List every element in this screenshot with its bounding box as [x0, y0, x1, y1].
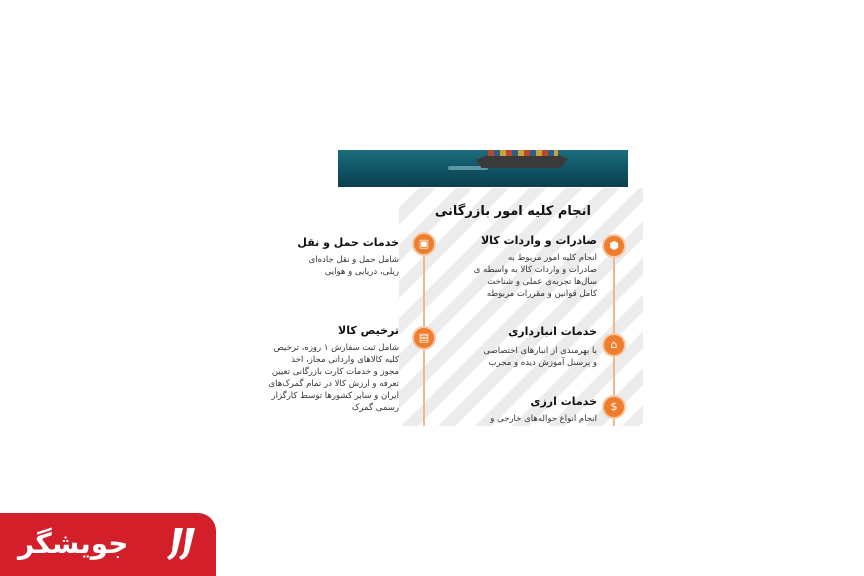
desc-line: کامل قوانین و مقررات مربوطه: [486, 289, 597, 299]
background-stripes: [399, 188, 643, 426]
desc-line: شامل ثبت سفارش ۱ روزه، ترخیص: [273, 343, 399, 353]
truck-icon: ▣: [414, 234, 434, 254]
desc-line: رسمی گمرک: [351, 403, 399, 413]
desc-line: ایران و سایر کشورها توسط کارگزار: [271, 391, 399, 401]
desc-line: انجام انواع حواله‌های خارجی و: [490, 414, 597, 424]
warehouse-desc: [427, 345, 597, 369]
warehouse-icon: ⌂: [604, 335, 624, 355]
globe-box-icon: ⬢: [604, 236, 624, 256]
joyeshgar-logo[interactable]: [0, 513, 216, 576]
desc-line: با بهرمندی از انبارهای اختصاصی: [483, 346, 597, 356]
transport-desc: [259, 254, 399, 278]
desc-line: شامل حمل و نقل جاده‌ای: [308, 255, 399, 265]
desc-line: تعرفه و ارزش کالا در تمام گمرک‌های: [268, 379, 399, 389]
export-import-desc: [467, 252, 597, 300]
desc-line: کلیه کالاهای وارداتی مجاز، اخذ: [291, 355, 399, 365]
desc-line: و پرسنل آموزش دیده و مجرب: [488, 358, 597, 368]
ship-containers: [488, 150, 558, 156]
clearance-title: ترخیص کالا: [338, 324, 399, 337]
export-import-title: صادرات و واردات کالا: [480, 234, 597, 247]
currency-title: خدمات ارزی: [530, 395, 597, 408]
transport-title: خدمات حمل و نقل: [297, 236, 399, 249]
desc-line: صادرات و واردات کالا به واسطه ی: [473, 265, 597, 275]
logo-text: جویشگر: [18, 527, 129, 560]
desc-line: ریلی، دریایی و هوایی: [324, 267, 399, 277]
cargo-ship: [476, 154, 568, 168]
document-icon: ▤: [414, 328, 434, 348]
infographic-image: [249, 150, 643, 426]
joyeshgar-logo-icon: [165, 524, 199, 564]
ship-photo: [338, 150, 628, 187]
desc-line: سال‌ها تجربه‌ی عملی و شناخت: [487, 277, 597, 287]
desc-line: مجوز و خدمات کارت بازرگانی تعیین: [271, 367, 399, 377]
currency-desc: [427, 413, 597, 425]
warehouse-title: خدمات انبارداری: [508, 325, 597, 338]
desc-line: انجام کلیه امور مربوط به: [507, 253, 597, 263]
main-title: انجام کلیه امور بازرگانی: [434, 204, 591, 219]
currency-icon: $: [604, 397, 624, 417]
clearance-desc: [249, 342, 399, 414]
